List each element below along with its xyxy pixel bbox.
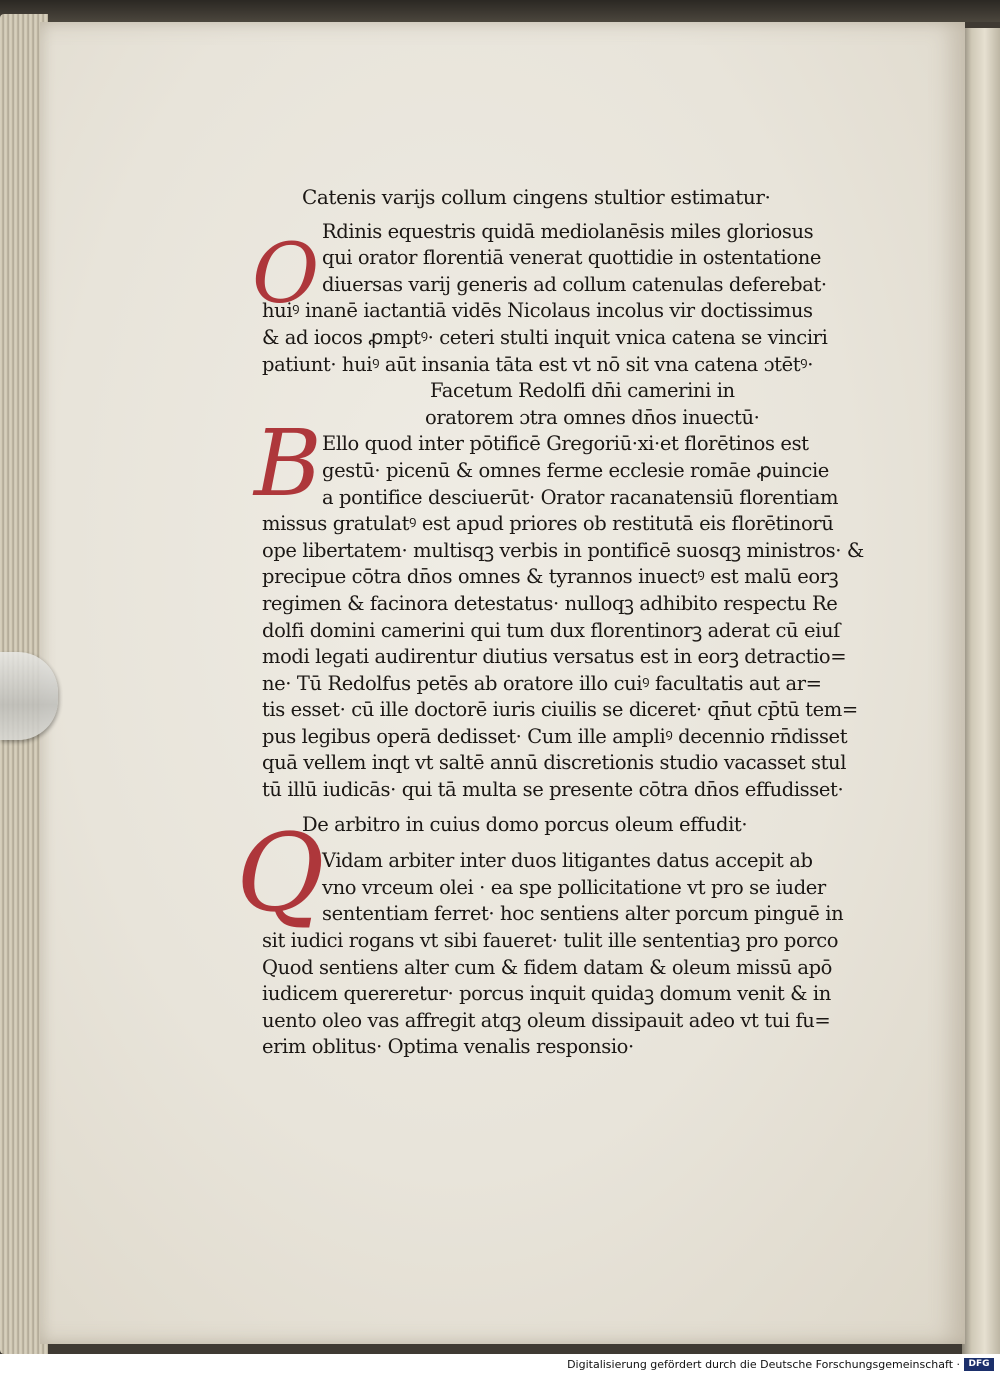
section-heading: De arbitro in cuius domo porcus oleum effudit· — [302, 812, 748, 836]
scan-background — [0, 0, 1000, 22]
text-line: modi legati audirentur diutius versatus est in eorꝫ detractio= — [262, 645, 847, 669]
text-line: qui orator florentiā venerat quottidie in ostentatione — [322, 246, 822, 270]
page-text — [262, 184, 864, 1061]
text-line: sententiam ferret· hoc sentiens alter porcum pinguē in — [322, 902, 844, 926]
facing-page-edge — [962, 28, 1000, 1358]
text-line: patiunt· huiꝰ aūt insania tāta est vt nō sit vna catena ɔtētꝰ· — [262, 352, 814, 376]
section-heading: Facetum Redolfi dn̄i camerini in — [430, 379, 735, 403]
text-line: pus legibus operā dedisset· Cum ille ampliꝰ decennio rn̄disset — [262, 724, 848, 748]
text-line: a pontifice desciuerūt· Orator racanatensiū florentiam — [322, 485, 839, 509]
text-line: Rdinis equestris quidā mediolanēsis miles gloriosus — [322, 219, 814, 243]
text-line: Ello quod inter pōtificē Gregoriū·xi·et florētinos est — [322, 432, 809, 456]
text-line: ope libertatem· multisqꝫ verbis in pontificē suosqꝫ ministros· & — [262, 538, 864, 562]
text-line: Quod sentiens alter cum & fidem datam & oleum missū apō — [262, 955, 833, 979]
section-heading: oratorem ɔtra omnes dn̄os inuectū· — [425, 405, 760, 429]
digitization-footer — [0, 1354, 1000, 1375]
text-line: quā vellem inqt vt saltē annū discretionis studio vacasset stul — [262, 751, 847, 775]
text-line: missus gratulatꝰ est apud priores ob restitutā eis florētinorū — [262, 512, 834, 536]
text-line: erim oblitus· Optima venalis responsio· — [262, 1035, 634, 1059]
text-line: uento oleo vas affregit atqꝫ oleum dissipauit adeo vt tui fu= — [262, 1008, 831, 1032]
text-line: vno vrceum olei · ea spe pollicitatione vt pro se iuder — [322, 875, 826, 899]
dfg-logo: DFG — [964, 1358, 994, 1371]
text-line: diuersas varij generis ad collum catenulas deferebat· — [322, 272, 827, 296]
initial-q: Q — [236, 811, 325, 936]
text-line: ne· Tū Redolfus petēs ab oratore illo cuiꝰ facultatis aut ar= — [262, 671, 822, 695]
text-line: iudicem quereretur· porcus inquit quidaꝫ domum venit & in — [262, 982, 831, 1006]
chapter-heading: Catenis varijs collum cingens stultior estimatur· — [302, 185, 771, 209]
text-line: tū illū iudicās· qui tā multa se presente cōtra dn̄os effudisset· — [262, 778, 844, 802]
initial-b: B — [254, 410, 322, 517]
text-line: gestū· picenū & omnes ferme ecclesie romāe ꝓuincie — [322, 458, 829, 482]
text-line: dolfi domini camerini qui tum dux florentinorꝫ aderat cū eiuſ — [262, 618, 840, 642]
text-line: regimen & facinora detestatus· nulloqꝫ adhibito respectu Re — [262, 591, 838, 615]
text-line: precipue cōtra dn̄os omnes & tyrannos inuectꝰ est malū eorꝫ — [262, 565, 839, 589]
text-line: & ad iocos ꝓmptꝰ· ceteri stulti inquit vnica catena se vinciri — [262, 325, 828, 349]
text-line: Vidam arbiter inter duos litigantes datus accepit ab — [322, 849, 813, 873]
initial-o: O — [252, 227, 320, 322]
footer-credit: Digitalisierung gefördert durch die Deutsche Forschungsgemeinschaft · — [567, 1358, 960, 1371]
text-line: huiꝰ inanē iactantiā vidēs Nicolaus incolus vir doctissimus — [262, 299, 813, 323]
text-line: sit iudici rogans vt sibi faueret· tulit ille sententiaꝫ pro porco — [262, 929, 839, 953]
text-line: tis esset· cū ille doctorē iuris ciuilis se diceret· qn̄ut cp̄tū tem= — [262, 698, 858, 722]
